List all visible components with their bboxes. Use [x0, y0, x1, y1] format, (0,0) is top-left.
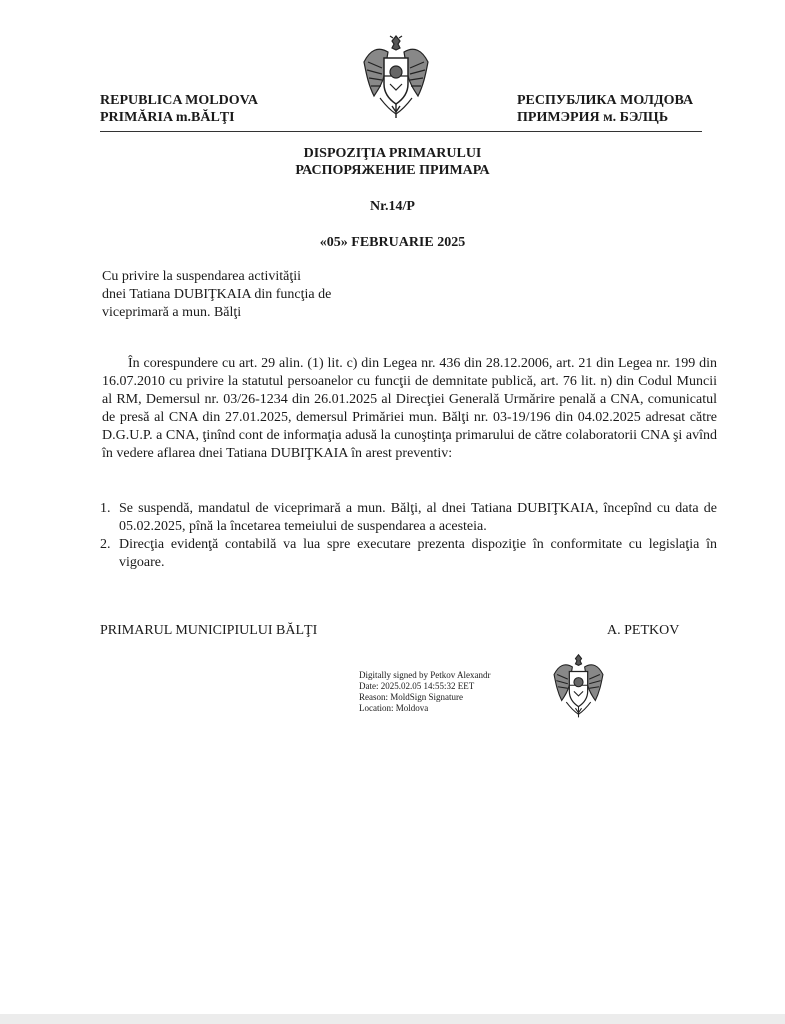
- document-date: «05» FEBRUARIE 2025: [319, 235, 466, 250]
- signatory-title: PRIMARUL MUNICIPIULUI BĂLŢI: [100, 623, 318, 638]
- header-city-hall-ru: ПРИМЭРИЯ м. БЭЛЦЬ: [517, 110, 669, 125]
- header-left: [100, 92, 258, 126]
- signatory-name: A. PETKOV: [607, 623, 680, 638]
- list-item-text: Direcţia evidenţă contabilă va lua spre executare prezenta dispoziţie în conformitate cu legislaţia în vigoare.: [119, 537, 717, 570]
- digital-signature-line: Date: 2025.02.05 14:55:32 EET: [359, 681, 475, 691]
- subject-line: dnei Tatiana DUBIŢKAIA din funcţia de: [102, 287, 332, 302]
- subject-line: Cu privire la suspendarea activităţii: [102, 269, 302, 284]
- document-body: În corespundere cu art. 29 alin. (1) lit. c) din Legea nr. 436 din 28.12.2006, art. 21 din Legea nr. 199 din 16.07.2010 cu privire la statutul persoanelor cu funcţii de demnitate publică, art. 76 lit. n) din Codul Muncii al RM, Demersul nr. 03/26-1234 din 26.01.2025 al Direcţiei Generală Urmărire penală a CNA, comunicatul de presă al CNA din 27.01.2025, demersul Primăriei mun. Bălţi nr. 03-19/196 din 04.02.2025 adresat către D.G.U.P. a CNA, ţinînd cont de informaţia adusă la cunoştinţa primarului de către colaboratorii CNA şi avînd în vedere aflarea dnei Tatiana DUBIŢKAIA în arest preventiv:: [102, 356, 717, 461]
- dispositions-list: [100, 500, 717, 572]
- moldova-coat-of-arms-icon: [360, 32, 432, 122]
- header-country-ro: REPUBLICA MOLDOVA: [100, 93, 259, 108]
- header-right: [517, 92, 693, 126]
- digital-signature-line: Location: Moldova: [359, 703, 429, 713]
- list-item: [100, 536, 717, 572]
- digital-signature-line: Reason: MoldSign Signature: [359, 692, 463, 702]
- document-subject: [102, 268, 402, 322]
- list-item: [100, 500, 717, 536]
- document-number: Nr.14/P: [370, 199, 415, 214]
- digital-signature-info: [359, 670, 490, 714]
- moldova-coat-of-arms-icon: [551, 650, 606, 722]
- bottom-edge: [0, 1014, 785, 1024]
- digital-signature-line: Digitally signed by Petkov Alexandr: [359, 670, 491, 680]
- subject-line: viceprimară a mun. Bălţi: [102, 305, 242, 320]
- header-city-hall-ro: PRIMĂRIA m.BĂLŢI: [100, 110, 235, 125]
- document-title-ro: DISPOZIŢIA PRIMARULUI: [303, 146, 482, 161]
- header-divider: [100, 131, 702, 132]
- list-item-number: 2.: [100, 537, 111, 552]
- list-item-number: 1.: [100, 501, 111, 516]
- document-title-ru: РАСПОРЯЖЕНИЕ ПРИМАРА: [295, 163, 490, 178]
- header-country-ru: РЕСПУБЛИКА МОЛДОВА: [517, 93, 694, 108]
- list-item-text: Se suspendă, mandatul de viceprimară a mun. Bălţi, al dnei Tatiana DUBIŢKAIA, începînd cu data de 05.02.2025, pînă la încetarea temeiului de suspendarea a acesteia.: [119, 501, 717, 534]
